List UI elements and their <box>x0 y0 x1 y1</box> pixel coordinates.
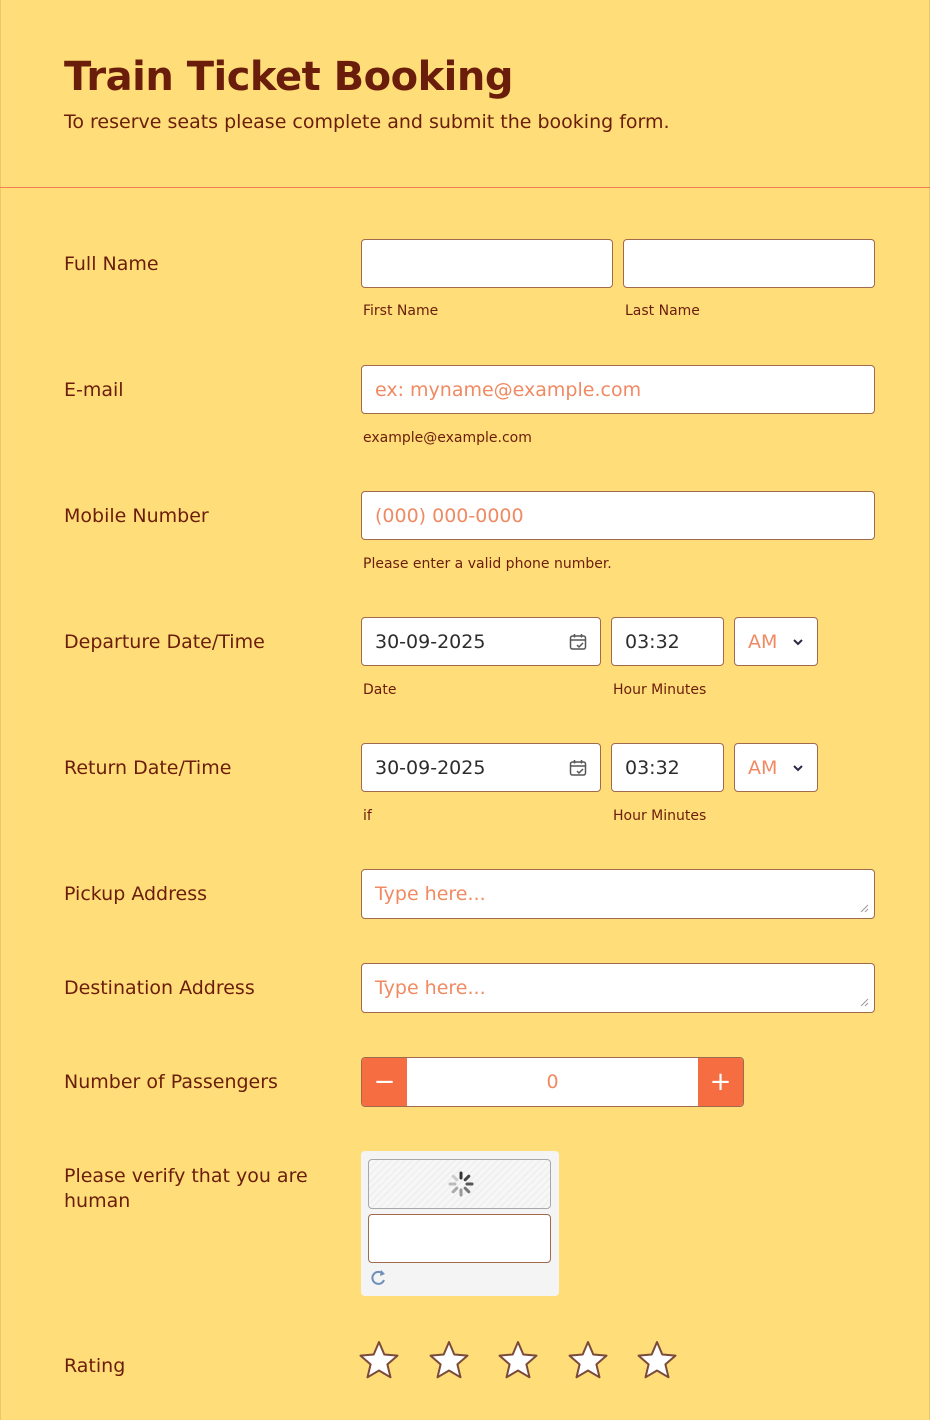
form-header <box>64 52 884 134</box>
destination-placeholder: Type here... <box>375 977 486 999</box>
departure-label: Departure Date/Time <box>64 631 265 653</box>
return-time-sublabel: Hour Minutes <box>613 808 707 824</box>
rating-label: Rating <box>64 1355 126 1377</box>
refresh-icon[interactable] <box>369 1269 387 1287</box>
email-sublabel: example@example.com <box>363 430 532 446</box>
last-name-input[interactable] <box>623 239 875 288</box>
captcha-input[interactable] <box>368 1214 551 1263</box>
loading-spinner-icon <box>448 1171 474 1197</box>
return-date-input[interactable] <box>361 743 601 792</box>
first-name-sublabel: First Name <box>363 303 439 319</box>
full-name-label: Full Name <box>64 253 159 275</box>
calendar-icon[interactable] <box>568 758 588 778</box>
last-name-sublabel: Last Name <box>625 303 700 319</box>
star-icon[interactable] <box>636 1339 678 1381</box>
pickup-address-textarea[interactable] <box>361 869 875 919</box>
page-subtitle: To reserve seats please complete and submit the booking form. <box>64 111 670 133</box>
departure-time-input[interactable]: 03:32 <box>611 617 724 666</box>
pickup-placeholder: Type here... <box>375 883 486 905</box>
return-label: Return Date/Time <box>64 757 232 779</box>
page-title: Train Ticket Booking <box>64 54 514 100</box>
email-label: E-mail <box>64 379 124 401</box>
pickup-label: Pickup Address <box>64 883 207 905</box>
mobile-label: Mobile Number <box>64 505 209 527</box>
departure-ampm-value: AM <box>748 630 778 653</box>
chevron-down-icon <box>791 761 805 775</box>
departure-date-sublabel: Date <box>363 682 397 698</box>
first-name-input[interactable] <box>361 239 613 288</box>
departure-ampm-select[interactable] <box>734 617 818 666</box>
increment-button[interactable]: + <box>698 1058 743 1106</box>
captcha-label: Please verify that you are human <box>64 1165 308 1212</box>
mobile-field[interactable]: (000) 000-0000 <box>361 491 875 540</box>
destination-address-textarea[interactable] <box>361 963 875 1013</box>
star-icon[interactable] <box>567 1339 609 1381</box>
decrement-button[interactable]: − <box>362 1058 407 1106</box>
mobile-sublabel: Please enter a valid phone number. <box>363 556 612 572</box>
email-field[interactable]: ex: myname@example.com <box>361 365 875 414</box>
return-date-sublabel: if <box>363 808 372 824</box>
star-icon[interactable] <box>497 1339 539 1381</box>
rating-stars <box>358 1339 706 1381</box>
resize-grip-icon[interactable] <box>860 904 869 913</box>
header-divider <box>0 187 930 188</box>
chevron-down-icon <box>791 635 805 649</box>
passengers-value[interactable]: 0 <box>546 1071 559 1093</box>
departure-time-sublabel: Hour Minutes <box>613 682 707 698</box>
return-time-input[interactable]: 03:32 <box>611 743 724 792</box>
calendar-icon[interactable] <box>568 632 588 652</box>
departure-date-value: 30-09-2025 <box>375 630 486 653</box>
return-date-value: 30-09-2025 <box>375 756 486 779</box>
return-ampm-select[interactable] <box>734 743 818 792</box>
destination-label: Destination Address <box>64 977 255 999</box>
captcha-widget <box>361 1151 559 1296</box>
resize-grip-icon[interactable] <box>860 998 869 1007</box>
passengers-stepper <box>361 1057 744 1107</box>
departure-date-input[interactable] <box>361 617 601 666</box>
star-icon[interactable] <box>358 1339 400 1381</box>
star-icon[interactable] <box>428 1339 470 1381</box>
passengers-label: Number of Passengers <box>64 1071 278 1093</box>
captcha-image <box>368 1159 551 1209</box>
return-ampm-value: AM <box>748 756 778 779</box>
